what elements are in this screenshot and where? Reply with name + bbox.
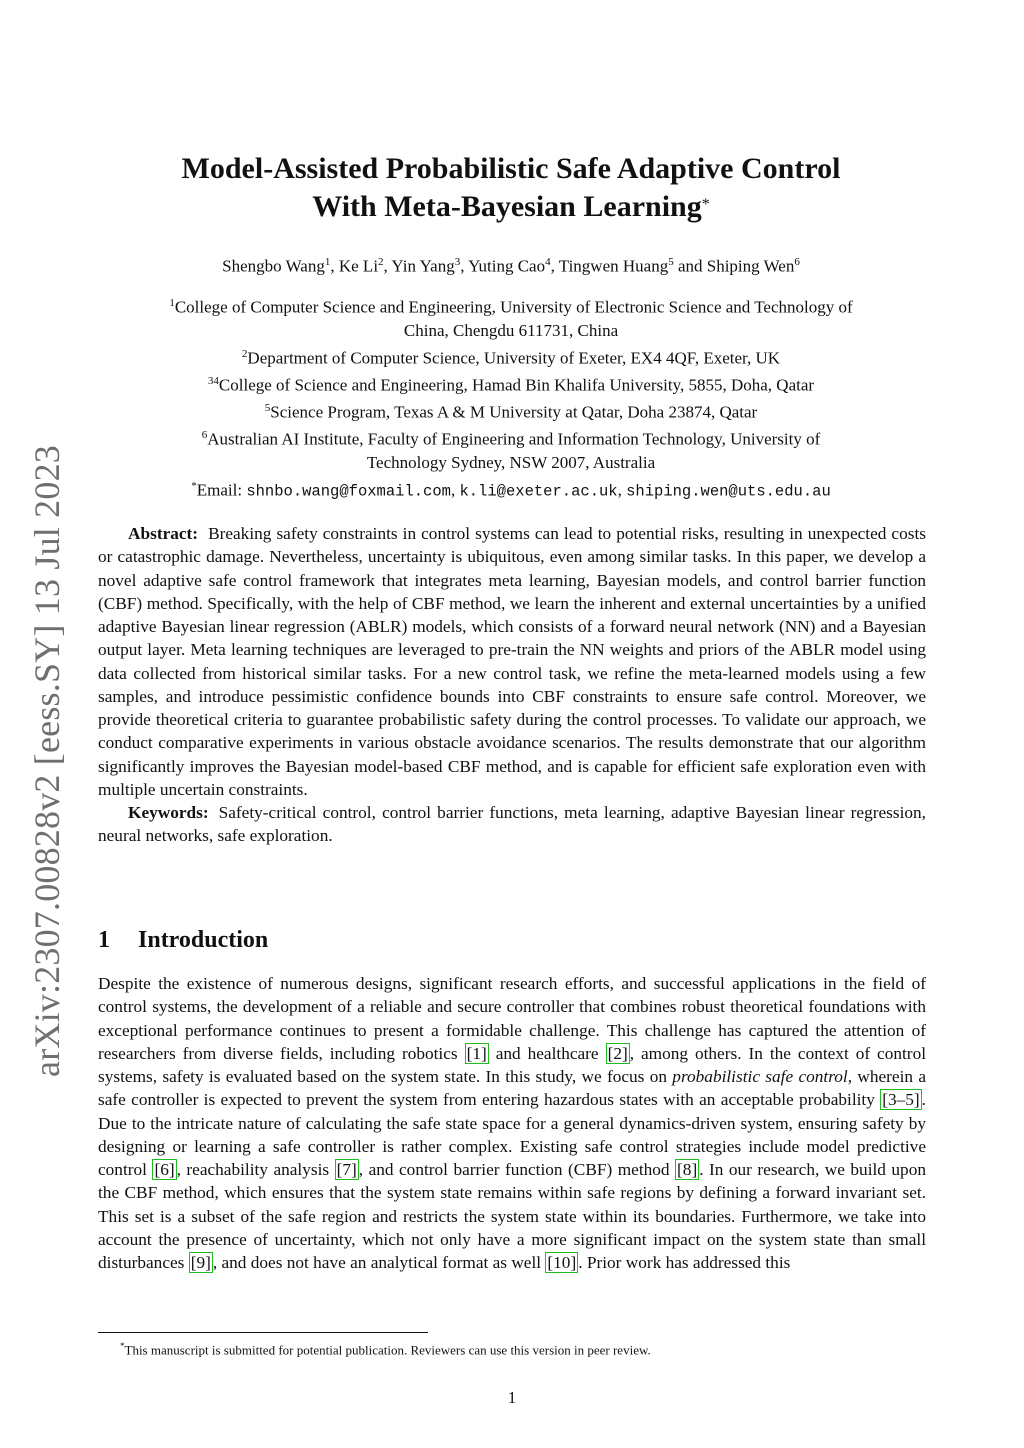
author-name: Ke Li xyxy=(338,256,379,276)
title-line-1: Model-Assisted Probabilistic Safe Adaptive Control xyxy=(181,152,841,185)
footnote-rule xyxy=(98,1332,428,1333)
affiliation-sup: 6 xyxy=(201,429,208,442)
author-list: Shengbo Wang$^1$, Ke Li$^2$, Yin Yang$^3$, Yuting Cao$^4$, Tingwen Huang$^5$ and Shiping Wen$^6$ xyxy=(222,256,800,276)
email-link-wen[interactable]: shiping.wen@uts.edu.au xyxy=(626,482,831,501)
affiliation-1-cont: China, Chengdu 611731, China xyxy=(403,321,619,341)
arxiv-identifier: arXiv:2307.00828v2 [eess.SY] 13 Jul 2023 xyxy=(27,445,68,1077)
affiliation-2 xyxy=(96,343,926,370)
author-name: Shengbo Wang xyxy=(222,256,325,276)
affiliation-text: Australian AI Institute, Faculty of Engineering and Information Technology, University of xyxy=(207,429,821,449)
affiliation-sup: 1 xyxy=(169,297,175,309)
intro-text: , and control barrier function (CBF) method xyxy=(358,1160,676,1179)
author-sup: 2 xyxy=(378,256,384,268)
affiliation-text: College of Science and Engineering, Hamad Bin Khalifa University, 5855, Doha, Qatar xyxy=(218,375,815,395)
affiliation-sup: 5 xyxy=(264,401,271,414)
intro-text: , among others. In the context of control systems, safety is evaluated based on the system state. In this study, we focus on xyxy=(98,1043,927,1086)
title-line-2-text: With Meta-Bayesian Learning xyxy=(312,190,702,223)
affiliation-sup: 34 xyxy=(207,374,219,387)
intro-text: Despite the existence of numerous designs, significant research efforts, and successful applications in the field of control systems, the development of a reliable and secure controller that combines robust theoretical foundations with exceptional performance continues to present a formidable challenge. This challenge has captured the attention of researchers from diverse fields, including robotics xyxy=(98,974,926,1063)
footnote-mark: * xyxy=(120,1341,125,1351)
intro-text: and healthcare xyxy=(488,1043,606,1063)
author-name: Yin Yang xyxy=(391,256,455,276)
email-line: *Email: shnbo.wang@foxmail.com, k.li@exeter.ac.uk, shiping.wen@uts.edu.au xyxy=(191,479,831,501)
title-footnote-mark: * xyxy=(701,196,710,213)
affiliation-sup: 2 xyxy=(241,347,248,360)
citation-link-8[interactable]: [8] xyxy=(677,1160,698,1179)
citation-link-2[interactable]: [2] xyxy=(607,1043,628,1063)
author-sup: 5 xyxy=(668,256,674,268)
abstract-label: Abstract: xyxy=(128,524,199,543)
email-sup: * xyxy=(191,479,197,492)
email-link-li[interactable]: k.li@exeter.ac.uk xyxy=(459,482,618,501)
author-name: Shiping Wen xyxy=(706,256,795,276)
abstract-paragraph xyxy=(98,522,926,801)
citation-link-10[interactable]: [10] xyxy=(547,1253,577,1272)
intro-emphasis: probabilistic safe control xyxy=(672,1067,848,1086)
affiliation-6 xyxy=(96,424,926,451)
intro-text: . Due to the intricate nature of calculating the safe state space for a general dynamics-driven system, ensuring safety by designing or learning a safe controller is rather complex. Existing safe control strategies include model predictive control xyxy=(98,1090,926,1179)
abstract-text: Breaking safety constraints in control systems can lead to potential risks, resulting in unexpected costs or catastrophic damage. Nevertheless, uncertainty is ubiquitous, even among similar tasks. In this paper, we develop a novel adaptive safe control framework that integrates meta learning, Bayesian models, and control barrier function (CBF) method. Specifically, with the help of CBF method, we learn the inherent and external uncertainties by a unified adaptive Bayesian linear regression (ABLR) models, which consists of a forward neural network (NN) and a Bayesian output layer. Meta learning techniques are leveraged to pre-train the NN weights and priors of the ABLR model using data collected from historical similar tasks. For a new control task, we refine the meta-learned models using a few samples, and introduce pessimistic confidence bounds into CBF constraints to ensure safe control. Moreover, we provide theoretical criteria to guarantee probabilistic safety during the control processes. To validate our approach, we conduct comparative experiments in various obstacle avoidance scenarios. The results demonstrate that our algorithm significantly improves the Bayesian model-based CBF method, and is capable for efficient safe exploration even with multiple uncertain constraints. xyxy=(98,524,926,799)
affiliation-34 xyxy=(96,370,926,397)
author-name: Tingwen Huang xyxy=(558,256,669,276)
affiliation-5 xyxy=(96,397,926,424)
affiliations xyxy=(96,292,926,504)
footnote-text: This manuscript is submitted for potential publication. Reviewers can use this version in peer review. xyxy=(124,1342,651,1358)
author-name: Yuting Cao xyxy=(468,256,546,276)
author-sup: 3 xyxy=(454,256,461,268)
footnote xyxy=(120,1338,920,1358)
email-label: Email: xyxy=(196,480,243,500)
email-link-wang[interactable]: shnbo.wang@foxmail.com xyxy=(246,482,451,501)
affiliation-1 xyxy=(96,292,926,319)
intro-text: . In our research, we build upon the CBF method, which ensures that the system state remains within safe regions by defining a forward invariant set. This set is a subset of the safe region and restricts the system state within its boundaries. Furthermore, we take into account the presence of uncertainty, which not only have a more significant impact on the system state than small disturbances xyxy=(98,1160,926,1272)
intro-text: . Prior work has addressed this xyxy=(578,1253,791,1272)
citation-link-6[interactable]: [6] xyxy=(154,1160,175,1179)
citation-link-1[interactable]: [1] xyxy=(466,1043,487,1063)
section-title: Introduction xyxy=(138,927,269,953)
affiliation-text: Department of Computer Science, University of Exeter, EX4 4QF, Exeter, UK xyxy=(247,348,781,368)
author-sup: 4 xyxy=(545,256,551,268)
section-heading-introduction xyxy=(98,925,268,955)
section-number: 1 xyxy=(98,927,110,953)
citation-link-9[interactable]: [9] xyxy=(190,1253,211,1272)
affiliation-text: Science Program, Texas A & M University at Qatar, Doha 23874, Qatar xyxy=(270,402,758,422)
author-sup: 1 xyxy=(324,256,331,268)
arxiv-sidebar-stamp xyxy=(22,445,72,1077)
page-number: 1 xyxy=(507,1388,517,1407)
intro-text: , and does not have an analytical format as well xyxy=(212,1253,546,1272)
keywords-label: Keywords: xyxy=(128,803,209,822)
keywords-paragraph xyxy=(98,801,926,848)
citation-link-3-5[interactable]: [3–5] xyxy=(882,1090,920,1110)
introduction-paragraph xyxy=(98,972,926,1274)
keywords-text: Safety-critical control, control barrier functions, meta learning, adaptive Bayesian linear regression, neural networks, safe exploration. xyxy=(98,803,926,846)
citation-link-7[interactable]: [7] xyxy=(336,1160,357,1179)
affiliation-6-cont: Technology Sydney, NSW 2007, Australia xyxy=(366,453,656,473)
intro-text: , wherein a safe controller is expected to prevent the system from entering hazardous states with an acceptable probability xyxy=(98,1067,926,1110)
intro-text: , reachability analysis xyxy=(176,1160,335,1179)
author-sup: 6 xyxy=(794,256,800,268)
abstract-block xyxy=(98,522,926,848)
title-line-2 xyxy=(96,188,926,226)
affiliation-text: College of Computer Science and Engineering, University of Electronic Science and Technology of xyxy=(174,297,853,317)
paper-title xyxy=(96,150,926,226)
